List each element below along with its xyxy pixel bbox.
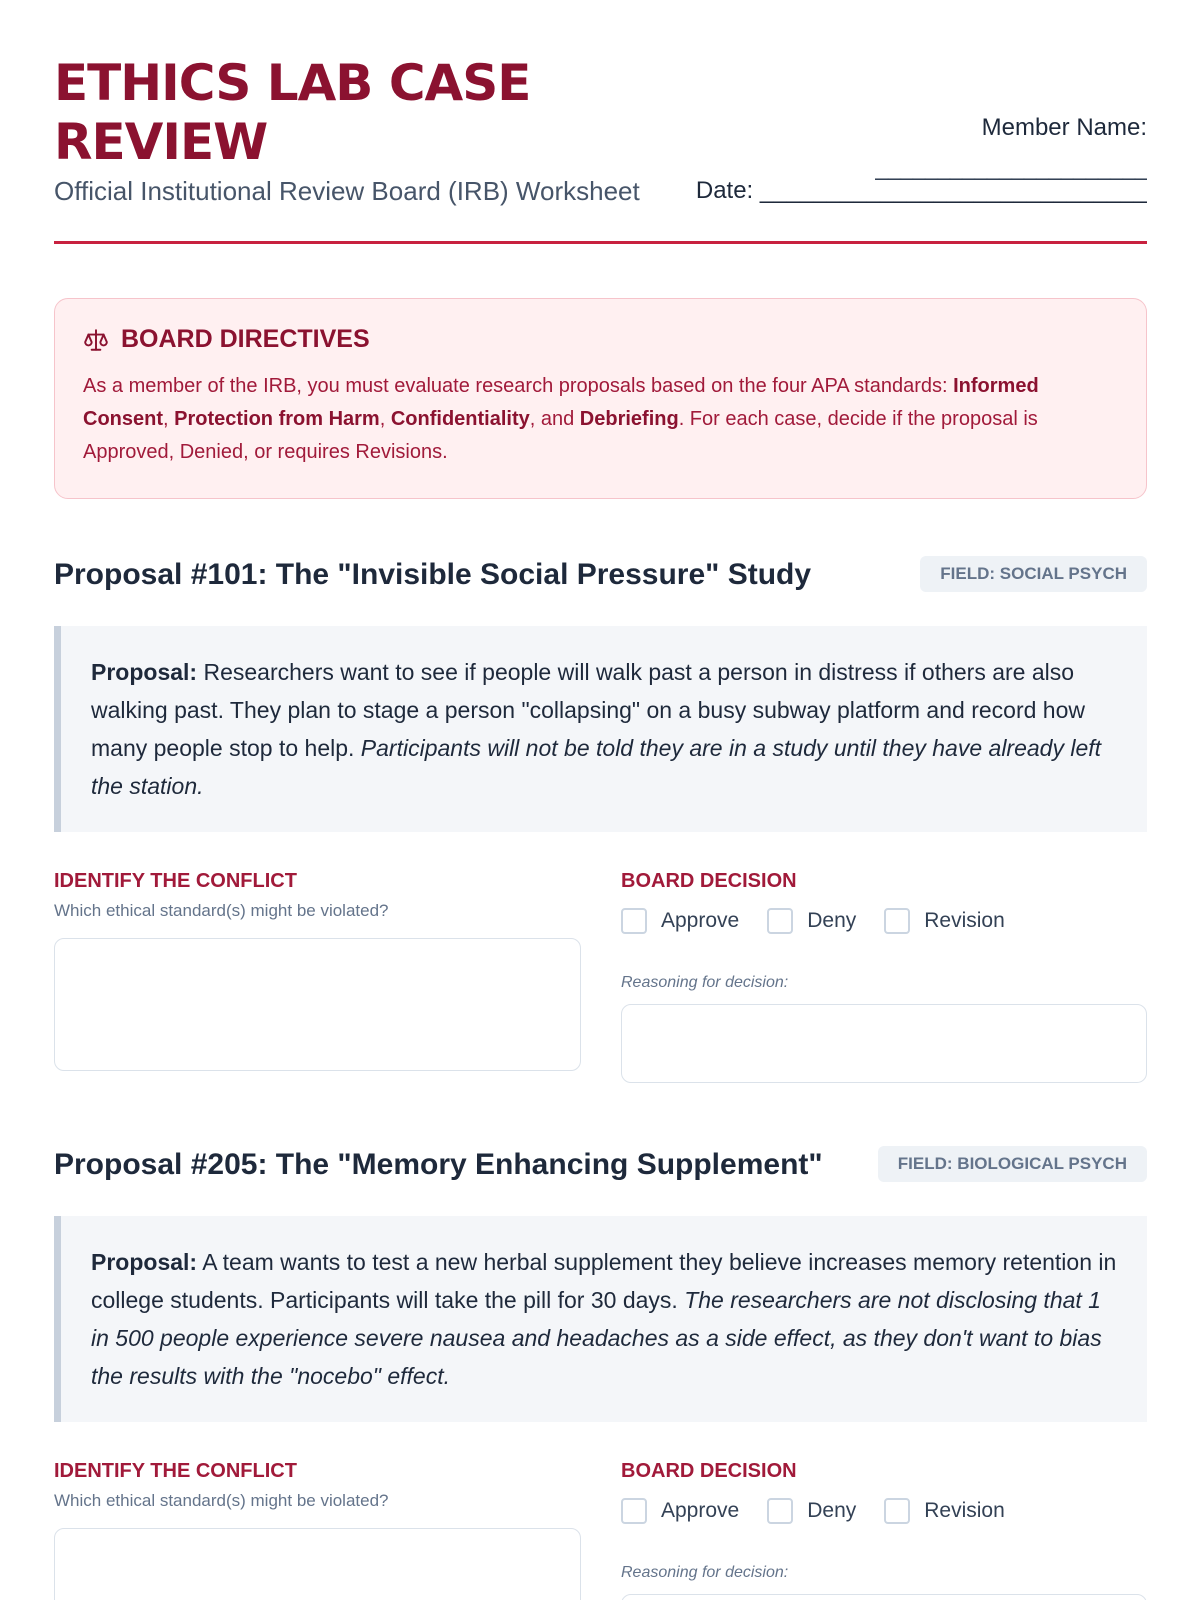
reasoning-label: Reasoning for decision:: [621, 1564, 789, 1581]
decision-label: BOARD DECISION: [621, 1460, 797, 1482]
proposal-section-101: [54, 556, 1147, 1076]
revision-option[interactable]: Revision: [884, 908, 1005, 934]
board-decision-column: [621, 1460, 1147, 1581]
field-badge: FIELD: BIOLOGICAL PSYCH: [878, 1146, 1147, 1182]
conflict-label: IDENTIFY THE CONFLICT: [54, 870, 297, 892]
reasoning-label: Reasoning for decision:: [621, 974, 789, 991]
identify-conflict-column: [54, 1460, 581, 1511]
board-directives-callout: [54, 298, 1147, 499]
member-name-field[interactable]: [867, 108, 1147, 188]
reasoning-answer-box[interactable]: [621, 1004, 1147, 1083]
approve-option[interactable]: Approve: [621, 908, 739, 934]
proposal-section-205: [54, 1146, 1147, 1600]
worksheet-header: [54, 52, 1147, 244]
proposal-header: [54, 556, 1147, 596]
revision-checkbox[interactable]: [884, 1498, 910, 1524]
standard-debriefing: Debriefing: [579, 408, 679, 430]
scales-icon: [83, 327, 109, 353]
proposal-description: Proposal: Researchers want to see if people will walk past a person in distress if others are also walking past. They plan to stage a person "collapsing" on a busy subway platform and record how many people stop to help. Participants will not be told they are in a study until they have already left the station.: [54, 626, 1147, 832]
proposal-header: [54, 1146, 1147, 1186]
page-title: ETHICS LAB CASE REVIEW: [54, 54, 531, 171]
conflict-label: IDENTIFY THE CONFLICT: [54, 1460, 297, 1482]
directives-text: As a member of the IRB, you must evaluate research proposals based on the four APA standards: Informed Consent, Protection from Harm, Confidentiality, and Debriefing. For each case, decide if the proposal is Approved, Denied, or requires Revisions.: [83, 375, 1039, 463]
revision-checkbox[interactable]: [884, 908, 910, 934]
directives-heading: BOARD DIRECTIVES: [121, 325, 370, 353]
standard-confidentiality: Confidentiality: [390, 408, 530, 430]
decision-label: BOARD DECISION: [621, 870, 797, 892]
decision-options: [621, 908, 1005, 934]
member-name-line[interactable]: ______________________: [875, 154, 1147, 181]
page-subtitle: Official Institutional Review Board (IRB) Worksheet: [54, 176, 640, 206]
reasoning-answer-box[interactable]: [621, 1594, 1147, 1600]
date-line[interactable]: _____________________________: [759, 177, 1147, 204]
standard-informed-consent: Informed Consent: [83, 375, 1039, 430]
board-decision-column: [621, 870, 1147, 991]
conflict-help: Which ethical standard(s) might be violated?: [54, 901, 389, 920]
field-badge: FIELD: SOCIAL PSYCH: [920, 556, 1147, 592]
conflict-help: Which ethical standard(s) might be violated?: [54, 1491, 389, 1510]
member-name-label: Member Name:: [981, 114, 1147, 141]
proposal-description: Proposal: A team wants to test a new herbal supplement they believe increases memory retention in college students. Participants will take the pill for 30 days. The researchers are not disclosing that 1 in 500 people experience severe nausea and headaches as a side effect, as they don't want to bias the results with the "nocebo" effect.: [54, 1216, 1147, 1422]
proposal-title: Proposal #101: The "Invisible Social Pressure" Study: [54, 558, 812, 591]
revision-option[interactable]: Revision: [884, 1498, 1005, 1524]
identify-conflict-column: [54, 870, 581, 921]
approve-checkbox[interactable]: [621, 908, 647, 934]
conflict-answer-box[interactable]: [54, 1528, 581, 1600]
proposal-title: Proposal #205: The "Memory Enhancing Supplement": [54, 1148, 823, 1181]
directives-heading-row: [83, 325, 1118, 354]
standard-protection-from-harm: Protection from Harm: [174, 408, 380, 430]
approve-checkbox[interactable]: [621, 1498, 647, 1524]
worksheet-page: [54, 0, 1147, 1600]
conflict-answer-box[interactable]: [54, 938, 581, 1071]
date-field[interactable]: [696, 177, 1147, 205]
deny-option[interactable]: Deny: [767, 1498, 856, 1524]
deny-checkbox[interactable]: [767, 1498, 793, 1524]
deny-option[interactable]: Deny: [767, 908, 856, 934]
deny-checkbox[interactable]: [767, 908, 793, 934]
approve-option[interactable]: Approve: [621, 1498, 739, 1524]
decision-options: [621, 1498, 1005, 1524]
date-label: Date:: [695, 177, 754, 204]
